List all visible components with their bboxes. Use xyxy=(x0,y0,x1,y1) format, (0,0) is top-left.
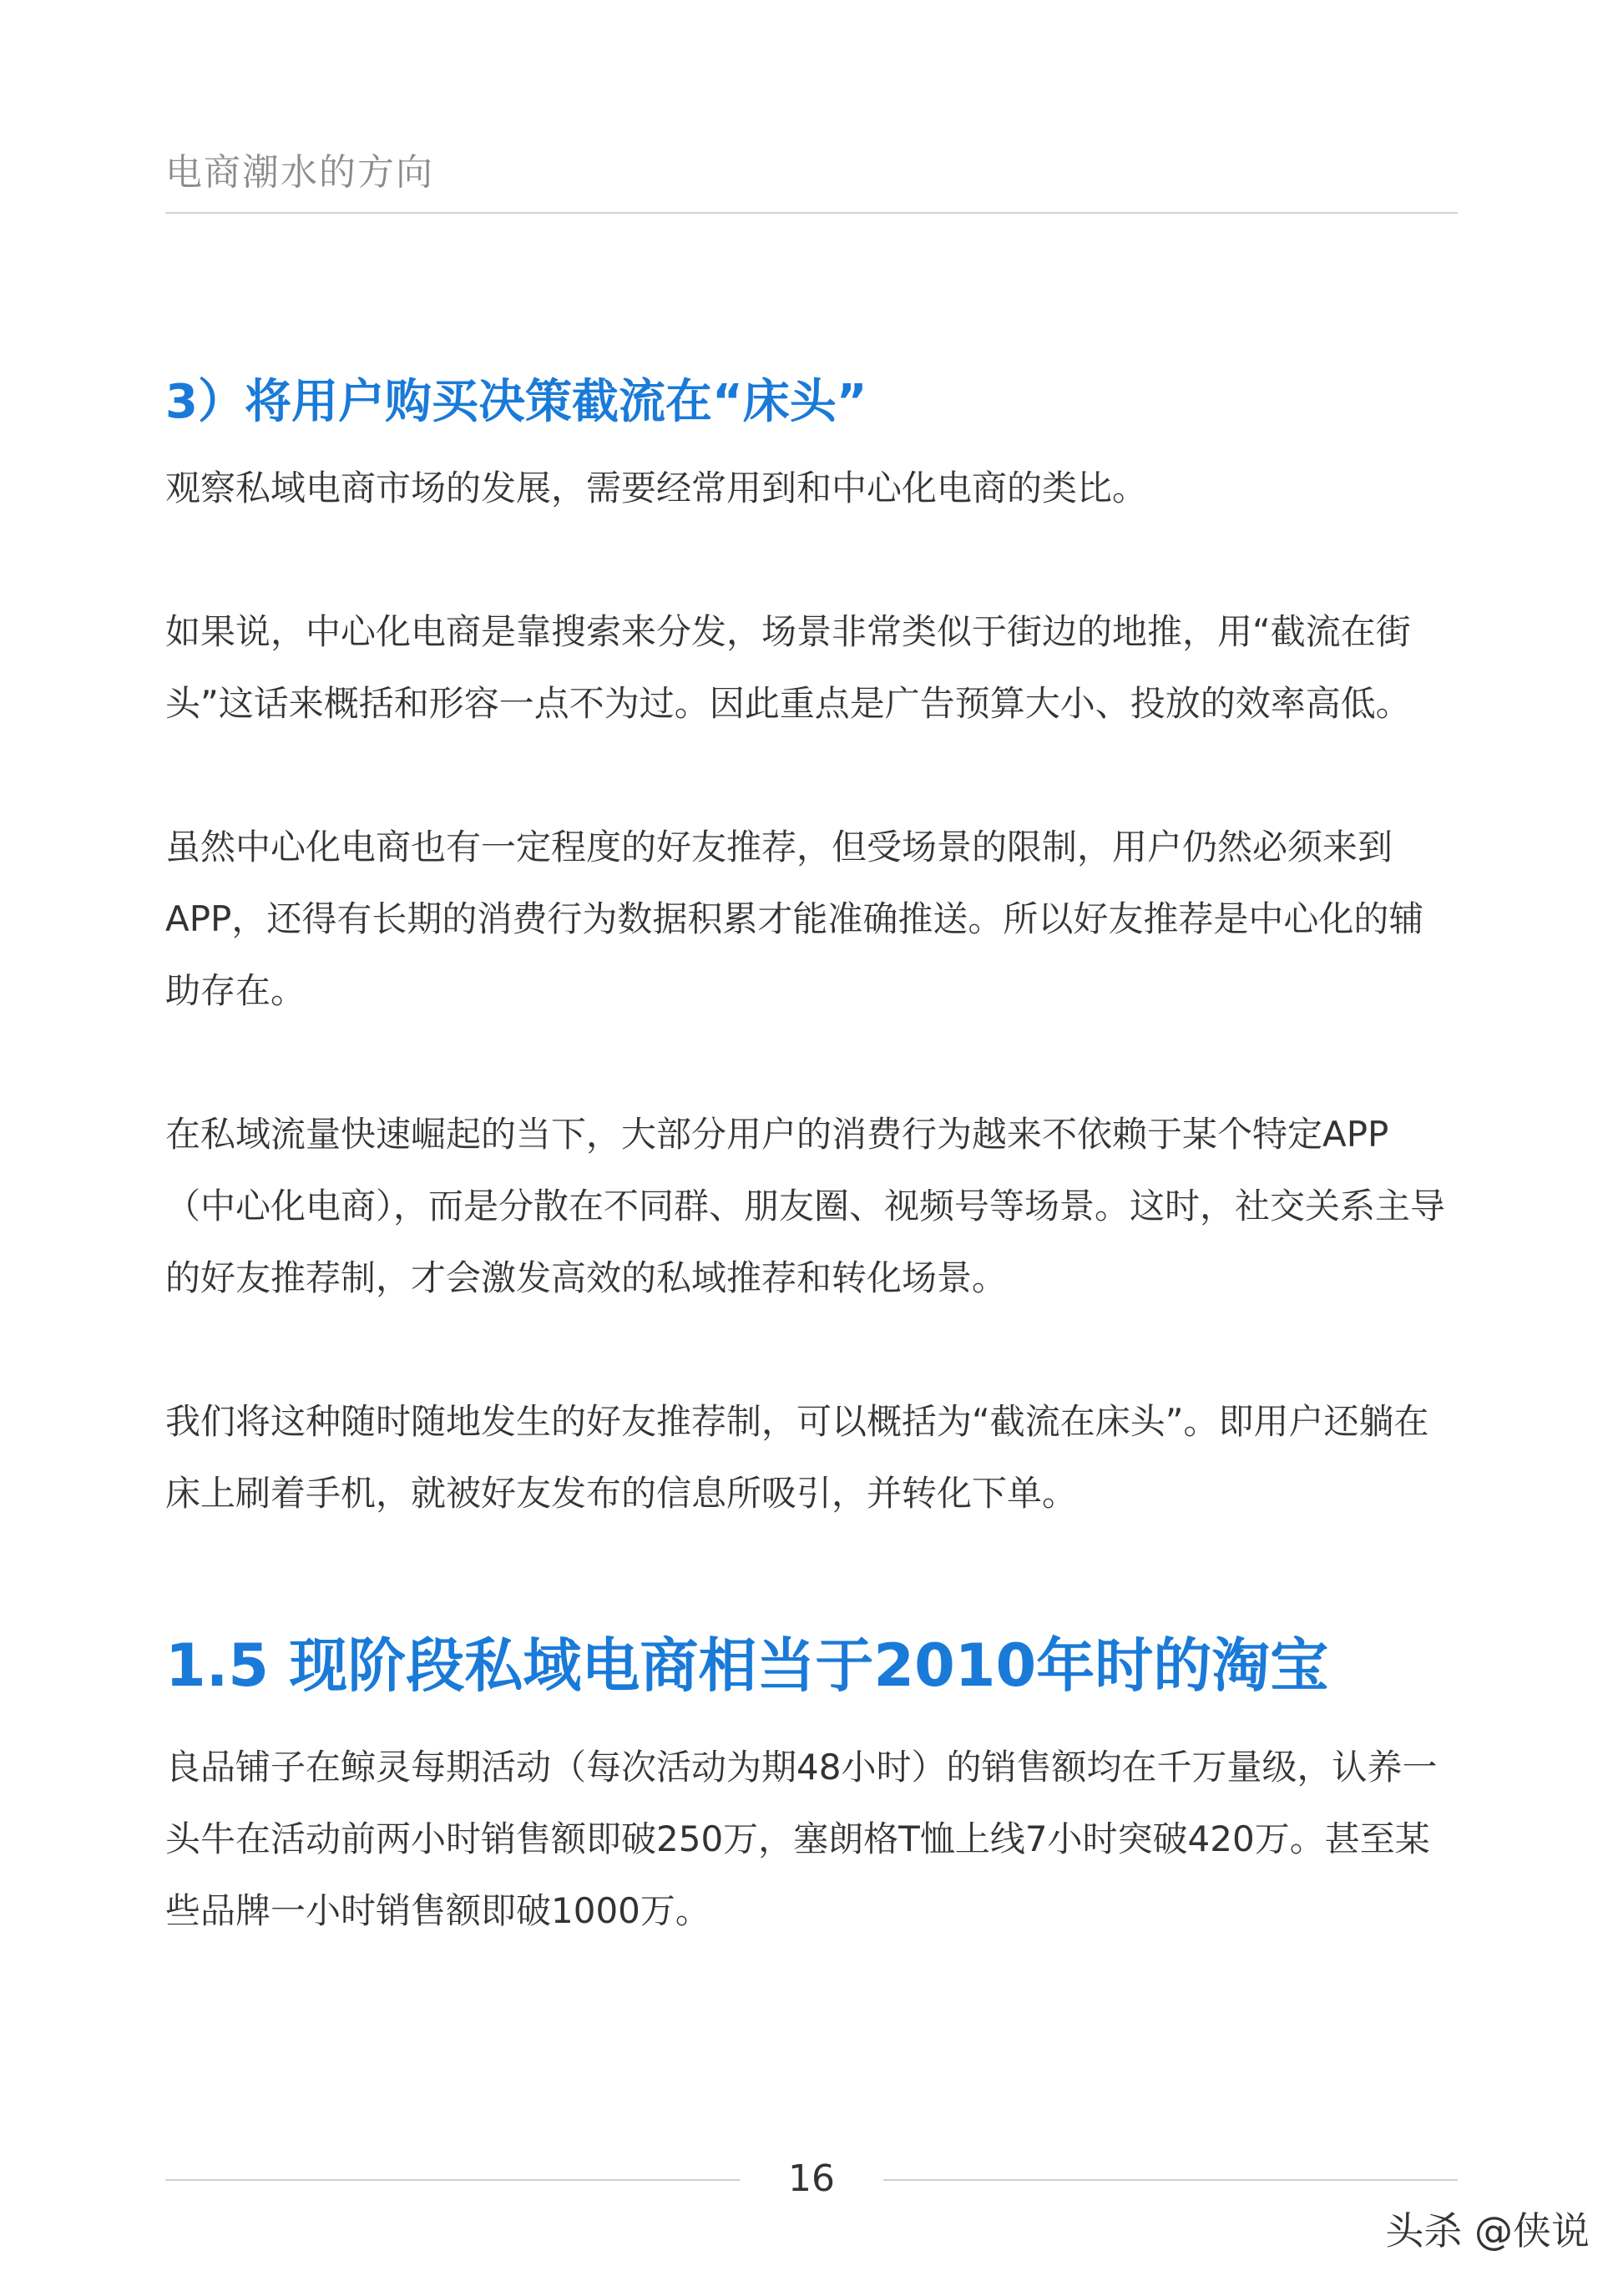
spacer xyxy=(165,1530,1458,1620)
spacer xyxy=(165,740,1458,812)
spacer xyxy=(165,437,1458,453)
subsection-heading: 3）将用户购买决策截流在“床头” xyxy=(165,375,867,429)
paragraph: 在私域流量快速崛起的当下，大部分用户的消费行为越来不依赖于某个特定APP（中心化电商），而是分散在不同群、朋友圈、视频号等场景。这时，社交关系主导的好友推荐制，才会激发高效的私域推荐和转化场景。 xyxy=(165,1114,1446,1298)
watermark: 头杀 @侠说 xyxy=(1385,2208,1590,2253)
page-footer xyxy=(165,2146,1458,2213)
running-header: 电商潮水的方向 xyxy=(165,151,434,194)
paragraph: 良品铺子在鲸灵每期活动（每次活动为期48小时）的销售额均在千万量级，认养一头牛在活动前两小时销售额即破250万，塞朗格T恤上线7小时突破420万。甚至某些品牌一小时销售额即破1000万。 xyxy=(165,1747,1438,1931)
footer-divider-right xyxy=(883,2179,1458,2181)
paragraph: 虽然中心化电商也有一定程度的好友推荐，但受场景的限制，用户仍然必须来到APP，还得有长期的消费行为数据积累才能准确推送。所以好友推荐是中心化的辅助存在。 xyxy=(165,827,1424,1011)
spacer xyxy=(165,1314,1458,1386)
paragraph: 我们将这种随时随地发生的好友推荐制，可以概括为“截流在床头”。即用户还躺在床上刷着手机，就被好友发布的信息所吸引，并转化下单。 xyxy=(165,1401,1429,1514)
page-number: 16 xyxy=(788,2157,835,2200)
footer-divider-left xyxy=(165,2179,740,2181)
section-heading: 1.5 现阶段私域电商相当于2010年时的淘宝 xyxy=(165,1631,1329,1700)
spacer xyxy=(165,1027,1458,1099)
page-content xyxy=(165,367,1458,1947)
spacer xyxy=(165,1712,1458,1732)
spacer xyxy=(165,524,1458,596)
paragraph: 观察私域电商市场的发展，需要经常用到和中心化电商的类比。 xyxy=(165,468,1148,508)
paragraph: 如果说，中心化电商是靠搜索来分发，场景非常类似于街边的地推，用“截流在街头”这话来概括和形容一点不为过。因此重点是广告预算大小、投放的效率高低。 xyxy=(165,611,1411,724)
header-divider xyxy=(165,212,1458,214)
